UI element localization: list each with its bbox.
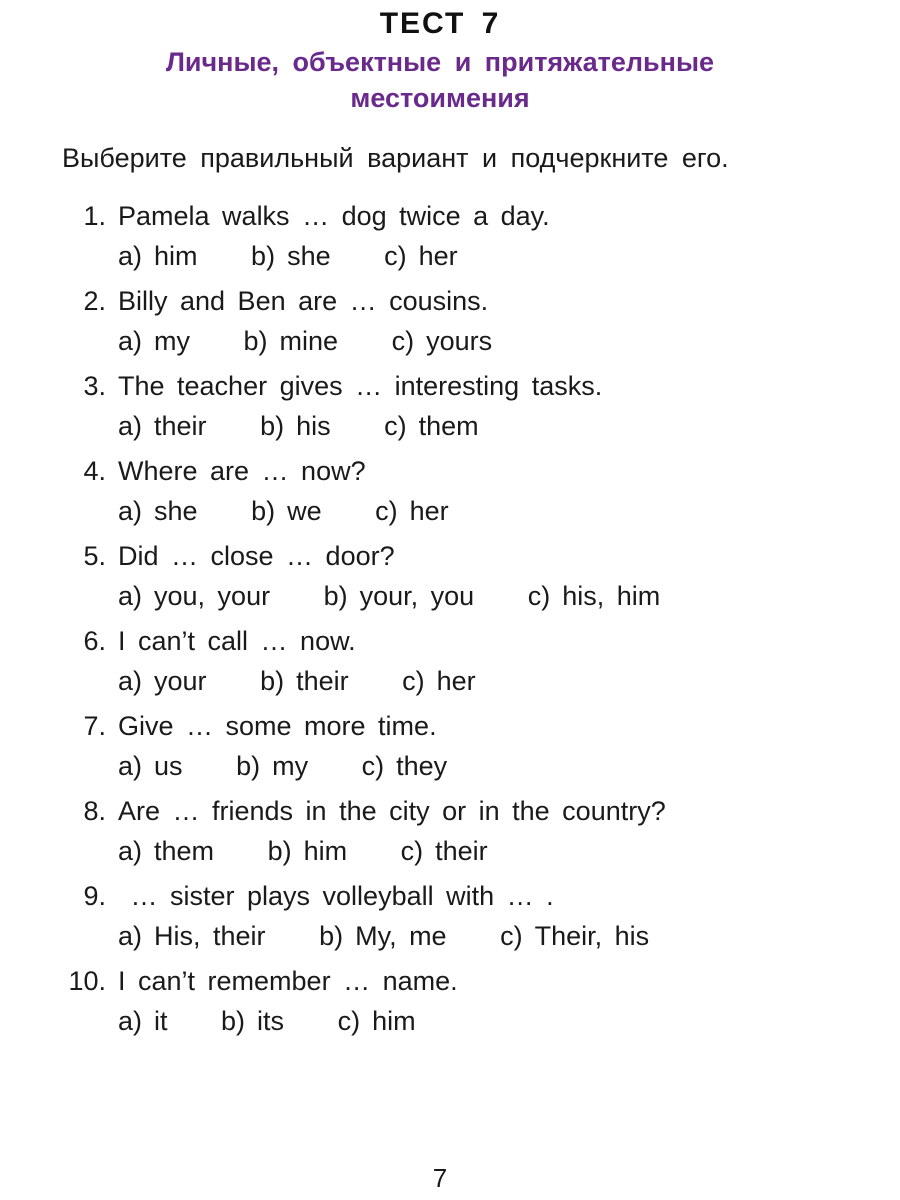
question-number: 6. — [83, 626, 106, 656]
question-item — [0, 451, 900, 536]
answer-option-a[interactable] — [118, 916, 266, 956]
option-text: her — [436, 666, 476, 696]
option-letter: b) — [251, 241, 276, 271]
subtitle-line-2: местоимения — [350, 83, 530, 113]
option-text: her — [409, 496, 449, 526]
option-text: him — [372, 1006, 416, 1036]
answer-option-a[interactable] — [118, 491, 198, 531]
question-item — [0, 196, 900, 281]
instruction-text: Выберите правильный вариант и подчеркните его. — [62, 143, 729, 173]
option-letter: b) — [221, 1006, 246, 1036]
answer-option-a[interactable] — [118, 406, 207, 446]
option-letter: c) — [500, 921, 523, 951]
answer-option-b[interactable] — [251, 491, 322, 531]
option-letter: c) — [384, 411, 407, 441]
answer-option-a[interactable] — [118, 661, 207, 701]
option-text: she — [154, 496, 198, 526]
answer-options — [118, 661, 522, 701]
option-text: my — [272, 751, 309, 781]
answer-option-b[interactable] — [236, 746, 308, 786]
option-letter: a) — [118, 581, 143, 611]
option-letter: a) — [118, 921, 143, 951]
question-text: Billy and Ben are … cousins. — [118, 286, 489, 316]
answer-option-b[interactable] — [324, 576, 475, 616]
answer-option-c[interactable] — [500, 916, 649, 956]
option-letter: c) — [527, 581, 551, 611]
question-text: I can’t call … now. — [118, 626, 356, 656]
answer-option-a[interactable] — [118, 746, 183, 786]
question-text: I can’t remember … name. — [118, 966, 458, 996]
question-item — [0, 706, 900, 791]
answer-option-b[interactable] — [319, 916, 447, 956]
answer-option-b[interactable] — [268, 831, 348, 871]
question-text: … sister plays volleyball with … . — [118, 881, 554, 911]
question-number: 9. — [83, 881, 106, 911]
option-letter: c) — [384, 241, 407, 271]
option-text: them — [418, 411, 479, 441]
question-text: Give … some more time. — [118, 711, 437, 741]
answer-options — [118, 1001, 462, 1041]
question-number: 8. — [83, 796, 106, 826]
question-number: 4. — [83, 456, 106, 486]
question-number: 7. — [83, 711, 106, 741]
question-text: Where are … now? — [118, 456, 366, 486]
answer-options — [118, 916, 695, 956]
question-number: 10. — [68, 966, 106, 996]
answer-option-c[interactable] — [384, 406, 479, 446]
option-text: you, your — [154, 581, 271, 611]
option-letter: b) — [251, 496, 276, 526]
option-letter: c) — [361, 751, 385, 781]
page-header — [0, 4, 880, 116]
option-text: we — [287, 496, 322, 526]
option-letter: c) — [402, 666, 425, 696]
question-number: 5. — [83, 541, 106, 571]
test-title: ТЕСТ 7 — [379, 7, 501, 40]
answer-option-c[interactable] — [384, 236, 458, 276]
option-text: her — [418, 241, 458, 271]
option-letter: a) — [118, 496, 143, 526]
answer-option-c[interactable] — [375, 491, 449, 531]
answer-option-c[interactable] — [402, 661, 476, 701]
answer-options — [118, 236, 504, 276]
option-letter: a) — [118, 836, 143, 866]
option-letter: a) — [118, 326, 143, 356]
question-number: 2. — [83, 286, 106, 316]
option-letter: a) — [118, 241, 143, 271]
option-letter: a) — [118, 751, 143, 781]
option-text: it — [154, 1006, 168, 1036]
answer-option-c[interactable] — [401, 831, 488, 871]
question-item — [0, 366, 900, 451]
option-text: yours — [426, 326, 493, 356]
question-number: 1. — [83, 201, 106, 231]
option-text: them — [154, 836, 215, 866]
option-letter: b) — [323, 581, 348, 611]
answer-option-a[interactable] — [118, 1001, 168, 1041]
question-text: Are … friends in the city or in the country? — [118, 796, 666, 826]
option-text: your — [154, 666, 207, 696]
answer-option-c[interactable] — [528, 576, 661, 616]
option-text: him — [303, 836, 348, 866]
option-text: him — [154, 241, 198, 271]
option-letter: c) — [400, 836, 424, 866]
answer-option-c[interactable] — [362, 746, 448, 786]
answer-options — [118, 491, 495, 531]
subtitle-line-1: Личные, объектные и притяжательные — [165, 47, 715, 77]
option-letter: b) — [243, 326, 268, 356]
option-letter: a) — [118, 666, 143, 696]
answer-option-a[interactable] — [118, 236, 198, 276]
answer-option-b[interactable] — [221, 1001, 284, 1041]
answer-options — [118, 746, 493, 786]
answer-options — [118, 576, 706, 616]
answer-options — [118, 406, 525, 446]
option-text: its — [257, 1006, 285, 1036]
question-text: Pamela walks … dog twice a day. — [118, 201, 550, 231]
option-text: their — [296, 666, 349, 696]
question-item — [0, 536, 900, 621]
option-text: his — [296, 411, 331, 441]
answer-option-b[interactable] — [251, 236, 331, 276]
option-text: she — [287, 241, 331, 271]
question-text: The teacher gives … interesting tasks. — [118, 371, 603, 401]
option-text: His, their — [154, 921, 266, 951]
question-item — [0, 791, 900, 876]
answer-option-b[interactable] — [260, 406, 331, 446]
option-text: my — [154, 326, 191, 356]
option-text: Their, his — [534, 921, 650, 951]
option-text: My, me — [355, 921, 447, 951]
question-item — [0, 961, 900, 1046]
answer-option-b[interactable] — [260, 661, 349, 701]
answer-option-a[interactable] — [118, 576, 270, 616]
answer-option-b[interactable] — [244, 321, 339, 361]
option-letter: a) — [118, 411, 143, 441]
question-item — [0, 621, 900, 706]
answer-options — [118, 831, 534, 871]
option-text: mine — [279, 326, 339, 356]
option-letter: b) — [319, 921, 344, 951]
option-text: they — [396, 751, 448, 781]
question-item — [0, 876, 900, 961]
question-list — [0, 196, 900, 1046]
option-letter: b) — [260, 411, 285, 441]
option-letter: b) — [267, 836, 292, 866]
option-letter: c) — [337, 1006, 361, 1036]
option-letter: b) — [236, 751, 261, 781]
question-number: 3. — [83, 371, 106, 401]
question-item — [0, 281, 900, 366]
option-letter: c) — [391, 326, 415, 356]
answer-option-c[interactable] — [338, 1001, 416, 1041]
option-letter: c) — [375, 496, 398, 526]
option-text: us — [154, 751, 183, 781]
option-letter: a) — [118, 1006, 143, 1036]
option-letter: b) — [260, 666, 285, 696]
page-number: 7 — [432, 1163, 448, 1193]
answer-option-a[interactable] — [118, 831, 214, 871]
option-text: your, you — [359, 581, 475, 611]
question-text: Did … close … door? — [118, 541, 395, 571]
answer-option-c[interactable] — [392, 321, 493, 361]
answer-options — [118, 321, 538, 361]
answer-option-a[interactable] — [118, 321, 190, 361]
option-text: his, him — [562, 581, 661, 611]
option-text: their — [154, 411, 207, 441]
option-text: their — [435, 836, 488, 866]
